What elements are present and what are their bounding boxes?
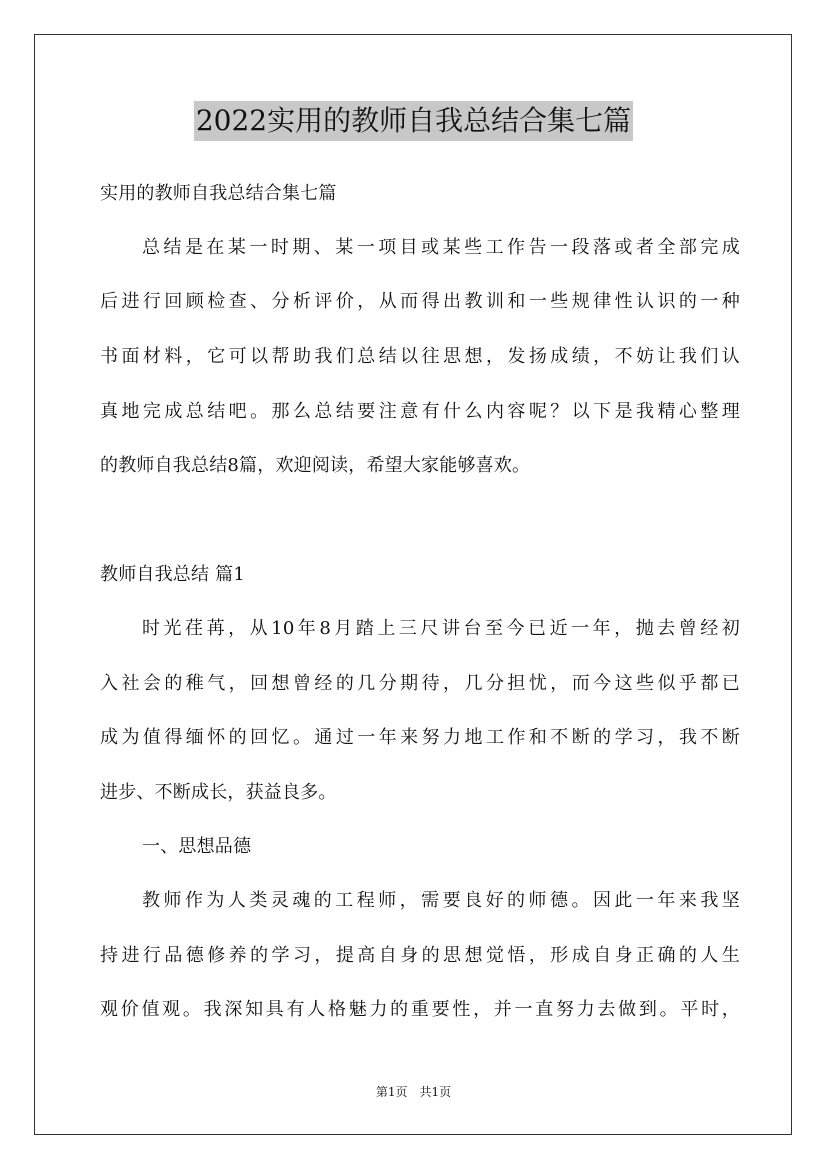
subheading-ideology: 一、思想品德 bbox=[142, 836, 252, 857]
para2-line-3: 观价值观。我深知具有人格魅力的重要性，并一直努力去做到。平时， bbox=[100, 999, 740, 1020]
para2-line-1: 教师作为人类灵魂的工程师，需要良好的师德。因此一年来我坚 bbox=[142, 890, 740, 911]
intro-line-1: 总结是在某一时期、某一项目或某些工作告一段落或者全部完成 bbox=[142, 237, 740, 258]
page-number-current: 第1页 bbox=[375, 1085, 408, 1099]
intro-line-5: 的教师自我总结8篇，欢迎阅读，希望大家能够喜欢。 bbox=[100, 455, 531, 476]
para1-line-2: 入社会的稚气，回想曾经的几分期待，几分担忧，而今这些似乎都已 bbox=[100, 673, 740, 694]
para1-line-4: 进步、不断成长，获益良多。 bbox=[100, 782, 337, 803]
page-number-total: 共1页 bbox=[419, 1085, 452, 1099]
para2-line-2: 持进行品德修养的学习，提高自身的思想觉悟，形成自身正确的人生 bbox=[100, 945, 740, 966]
para1-line-1: 时光荏苒，从10年8月踏上三尺讲台至今已近一年，抛去曾经初 bbox=[142, 618, 740, 639]
para1-line-3: 成为值得缅怀的回忆。通过一年来努力地工作和不断的学习，我不断 bbox=[100, 727, 740, 748]
document-title: 2022实用的教师自我总结合集七篇 bbox=[194, 101, 633, 141]
intro-line-3: 书面材料，它可以帮助我们总结以往思想，发扬成绩，不妨让我们认 bbox=[100, 346, 740, 367]
section-heading: 教师自我总结 篇1 bbox=[100, 564, 245, 585]
intro-line-2: 后进行回顾检查、分析评价，从而得出教训和一些规律性认识的一种 bbox=[100, 291, 740, 312]
title-container bbox=[0, 101, 827, 141]
document-subtitle: 实用的教师自我总结合集七篇 bbox=[100, 183, 337, 204]
page-footer bbox=[0, 1084, 827, 1100]
intro-line-4: 真地完成总结吧。那么总结要注意有什么内容呢？以下是我精心整理 bbox=[100, 401, 740, 422]
